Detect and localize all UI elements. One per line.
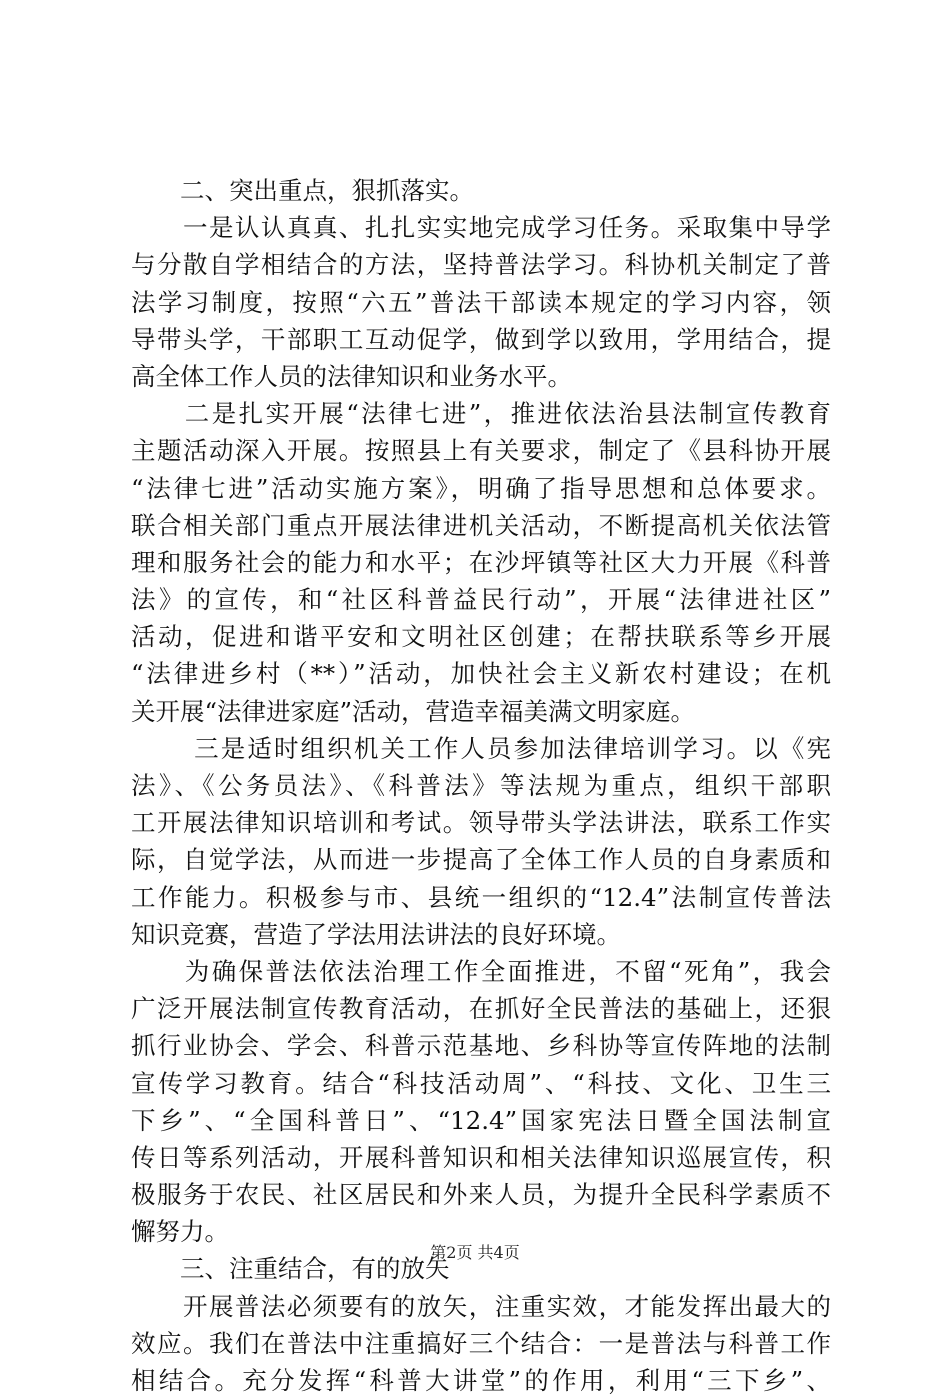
text-line: 高全体工作人员的法律知识和业务水平。	[131, 361, 572, 391]
text-line: 三、注重结合，有的放矢	[131, 1254, 450, 1284]
text-line: 抓行业协会、学会、科普示范基地、乡科协等宣传阵地的法制	[131, 1031, 831, 1061]
text-line: 法》、《公务员法》、《科普法》等法规为重点，组织干部职	[131, 771, 831, 800]
text-line: 理和服务社会的能力和水平；在沙坪镇等社区大力开展《科普	[131, 547, 831, 577]
text-line: 广泛开展法制宣传教育活动，在抓好全民普法的基础上，还狠	[131, 994, 831, 1024]
text-line: 开展普法必须要有的放矢，注重实效，才能发挥出最大的	[131, 1291, 831, 1321]
text-line: 工开展法律知识培训和考试。领导带头学法讲法，联系工作实	[131, 808, 831, 838]
text-line: 二、突出重点，狠抓落实。	[131, 176, 474, 205]
text-line: 极服务于农民、社区居民和外来人员，为提升全民科学素质不	[131, 1180, 831, 1210]
text-line: 与分散自学相结合的方法，坚持普法学习。科协机关制定了普	[131, 250, 831, 280]
text-line: 法》的宣传，和“社区科普益民行动”，开展“法律进社区”	[131, 585, 831, 615]
text-line: “法律进乡村（**）”活动，加快社会主义新农村建设；在机	[131, 659, 831, 689]
page-footer: 第2页 共4页	[430, 1243, 520, 1262]
text-line: 懈努力。	[131, 1217, 229, 1247]
text-line: 二是扎实开展“法律七进”，推进依法治县法制宣传教育	[131, 399, 831, 429]
text-line: 下乡”、“全国科普日”、“12.4”国家宪法日暨全国法制宣	[131, 1105, 831, 1135]
text-line: 为确保普法依法治理工作全面推进，不留“死角”，我会	[131, 956, 831, 986]
document-body	[131, 172, 831, 1399]
text-line: 工作能力。积极参与市、县统一组织的“12.4”法制宣传普法	[131, 882, 831, 912]
text-line: 三是适时组织机关工作人员参加法律培训学习。以《宪	[131, 733, 831, 763]
text-line: 导带头学，干部职工互动促学，做到学以致用，学用结合，提	[131, 324, 831, 354]
text-line: 传日等系列活动，开展科普知识和相关法律知识巡展宣传，积	[131, 1142, 831, 1172]
text-line: 活动，促进和谐平安和文明社区创建；在帮扶联系等乡开展	[131, 622, 831, 652]
text-line: 宣传学习教育。结合“科技活动周”、“科技、文化、卫生三	[131, 1068, 831, 1098]
text-line: 知识竞赛，营造了学法用法讲法的良好环境。	[131, 919, 621, 949]
text-line: 关开展“法律进家庭”活动，营造幸福美满文明家庭。	[131, 696, 696, 726]
text-line: 相结合。充分发挥“科普大讲堂”的作用，利用“三下乡”、	[131, 1366, 831, 1395]
text-line: 法学习制度，按照“六五”普法干部读本规定的学习内容，领	[131, 287, 831, 317]
text-line: 一是认认真真、扎扎实实地完成学习任务。采取集中导学	[131, 213, 831, 243]
text-line: 效应。我们在普法中注重搞好三个结合：一是普法与科普工作	[131, 1328, 831, 1358]
text-line: 联合相关部门重点开展法律进机关活动，不断提高机关依法管	[131, 510, 831, 540]
text-line: 际，自觉学法，从而进一步提高了全体工作人员的自身素质和	[131, 845, 831, 875]
text-line: “法律七进”活动实施方案》，明确了指导思想和总体要求。	[131, 473, 831, 503]
text-line: 主题活动深入开展。按照县上有关要求，制定了《县科协开展	[131, 436, 831, 466]
